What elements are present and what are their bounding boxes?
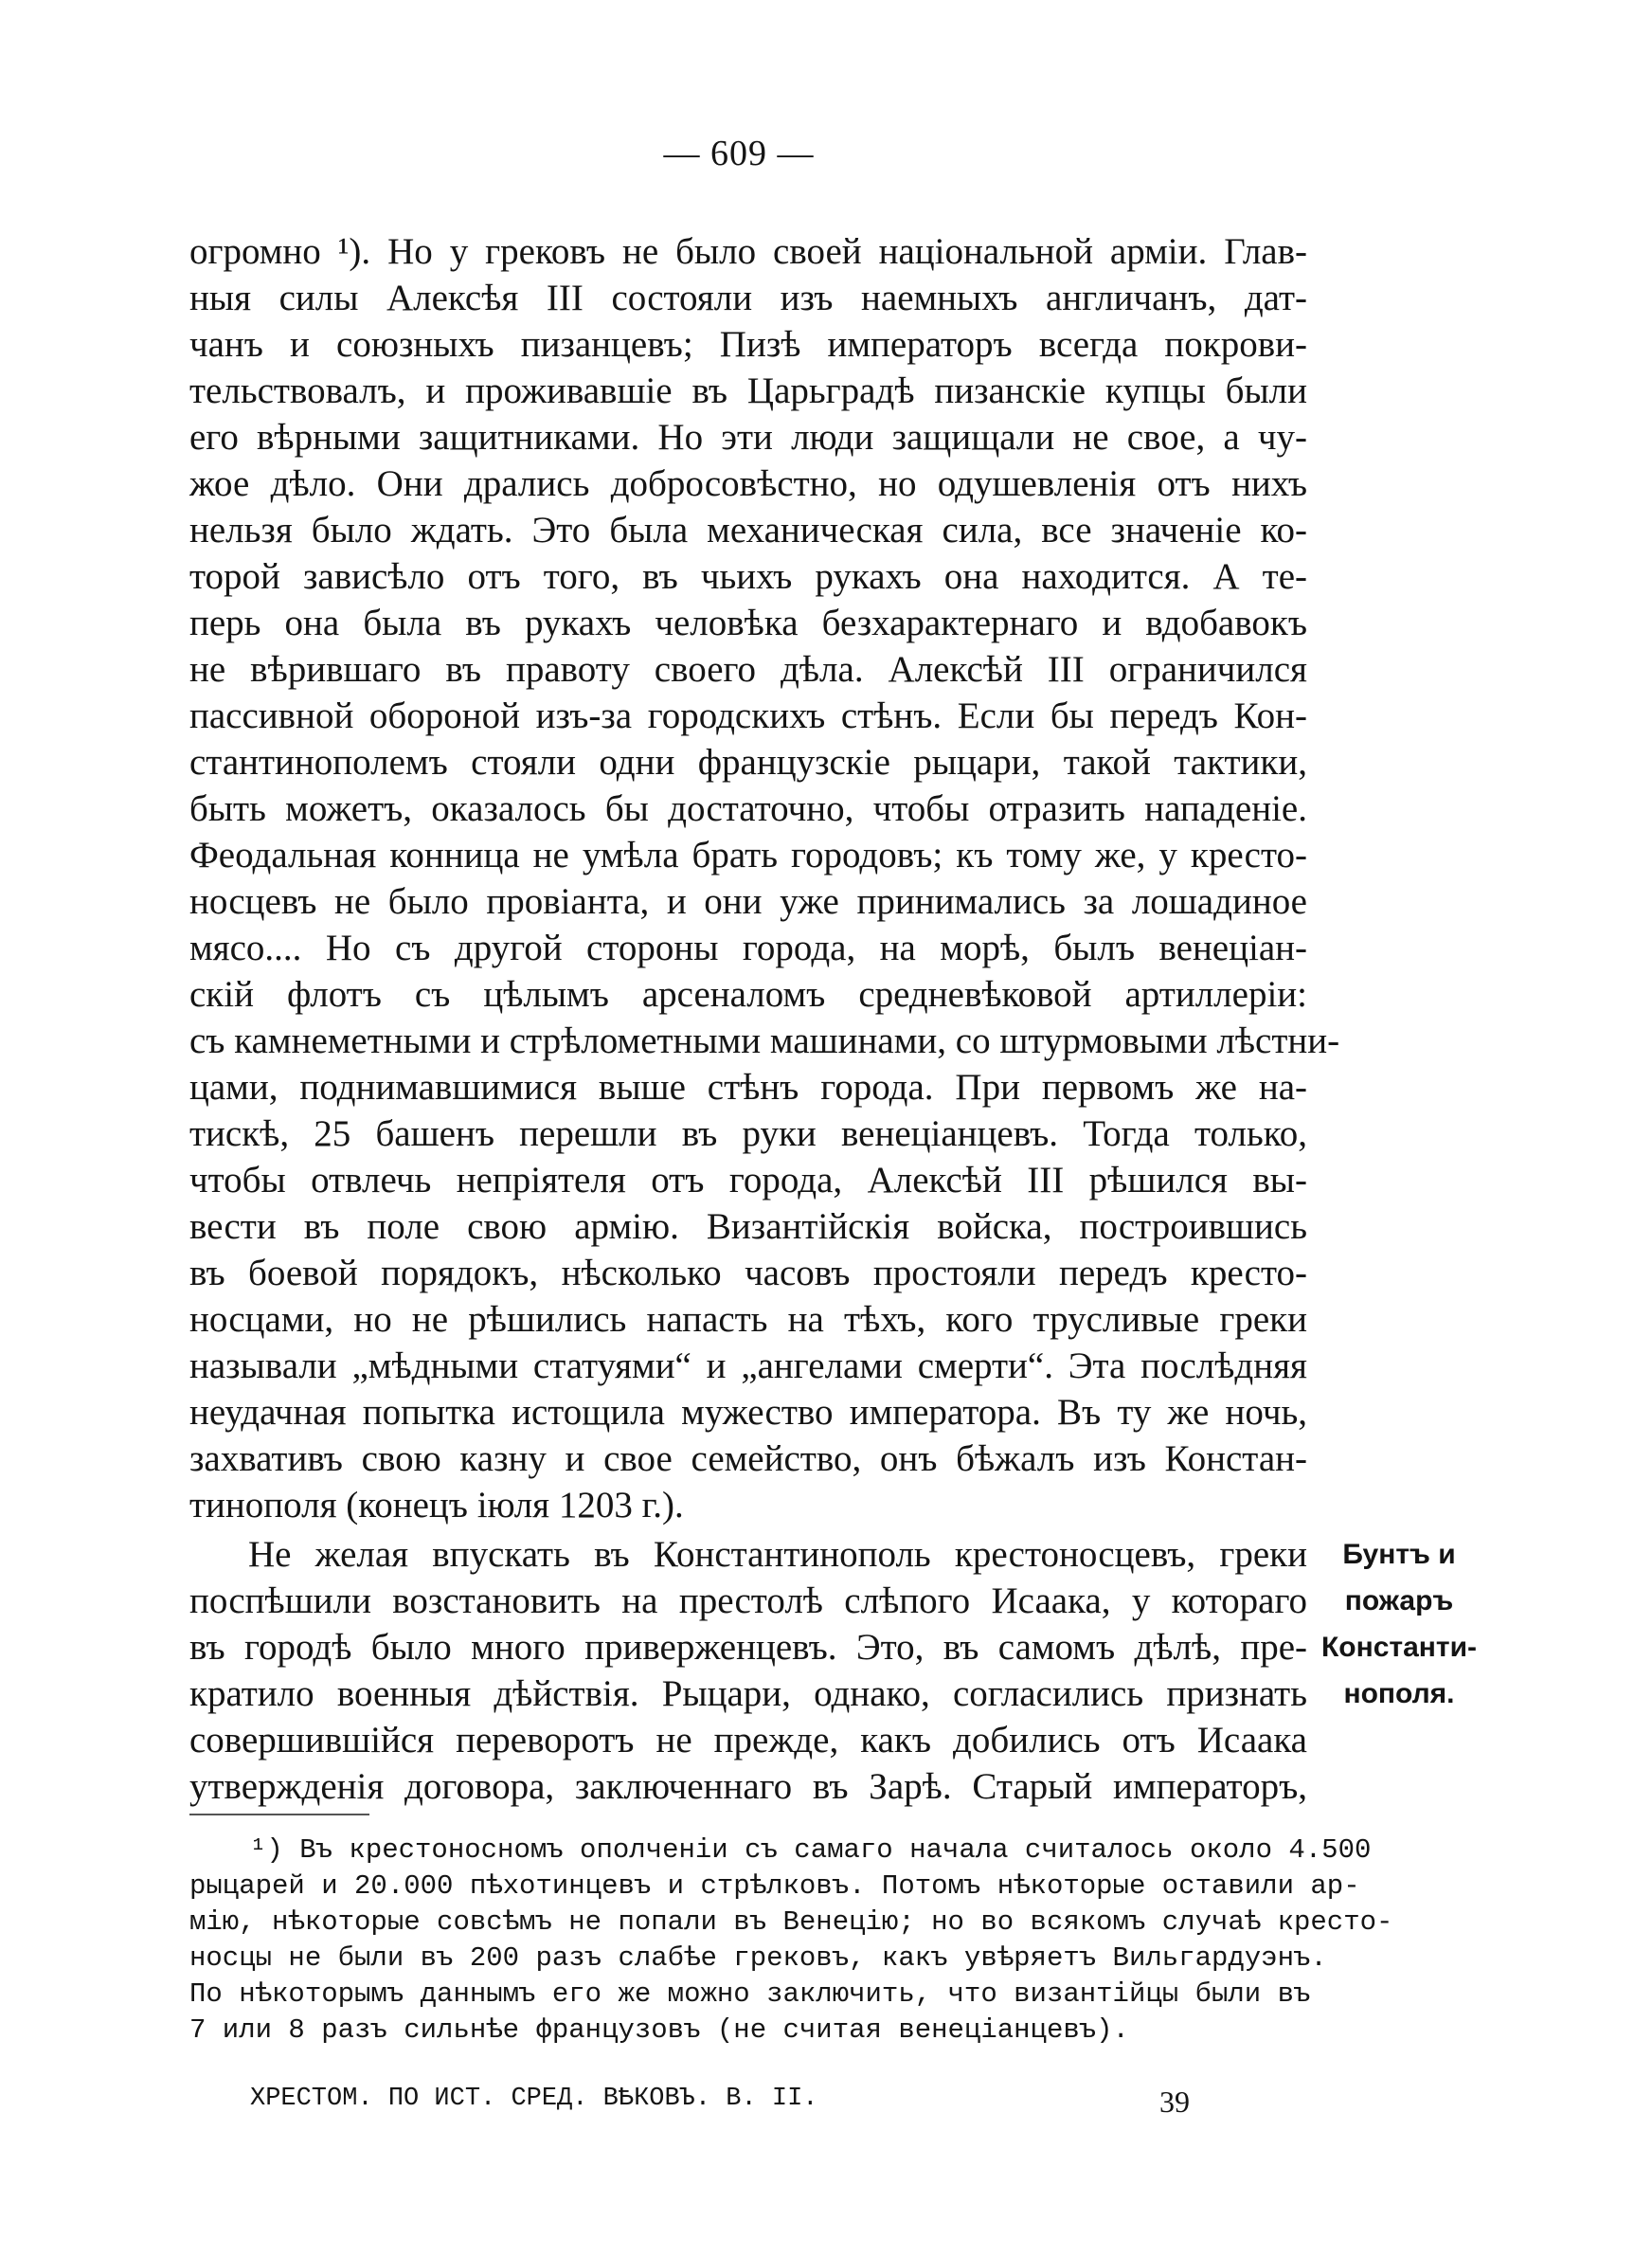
text-line: чтобы отвлечь непріятеля отъ города, Алексѣй III рѣшился вы- [189,1160,1307,1201]
text-line: носцами, но не рѣшились напасть на тѣхъ, кого трусливые греки [189,1299,1307,1340]
text-line: кратило военныя дѣйствія. Рыцари, однако, согласились признать [189,1673,1307,1714]
text-line: съ камнеметными и стрѣлометными машинами, со штурмовыми лѣстни- [189,1020,1340,1061]
text-line: вести въ поле свою армію. Византійскія войска, построившись [189,1206,1307,1247]
marginal-line: нополя. [1343,1678,1455,1709]
main-paragraph-2 [189,1531,1307,1810]
footnote-line: носцы не были въ 200 разъ слабѣе грековъ, какъ увѣряетъ Вильгардуэнъ. [189,1942,1327,1974]
page-number: — 609 — [663,134,815,173]
footnote-divider [189,1814,369,1815]
footnote-line: 7 или 8 разъ сильнѣе французовъ (не считая венеціанцевъ). [189,2014,1129,2046]
text-line: тинополя (конецъ іюля 1203 г.). [189,1485,684,1526]
text-line: нельзя было ждать. Это была механическая сила, все значеніе ко- [189,510,1307,551]
signature-mark: ХРЕСТОМ. ПО ИСТ. СРЕД. ВѢКОВЪ. В. II. [250,2085,818,2113]
text-line: его вѣрными защитниками. Но эти люди защищали не свое, а чу- [189,417,1307,458]
text-line: утвержденія договора, заключеннаго въ Зарѣ. Старый императоръ, [189,1766,1307,1807]
text-line: Феодальная конница не умѣла брать городовъ; къ тому же, у кресто- [189,835,1307,876]
text-line: цами, поднимавшимися выше стѣнъ города. При первомъ же на- [189,1067,1307,1108]
text-line: мясо.... Но съ другой стороны города, на морѣ, былъ венеціан- [189,928,1307,968]
footnote-line: мію, нѣкоторые совсѣмъ не попали въ Венецію; но во всякомъ случаѣ кресто- [189,1906,1393,1938]
text-line: тельствовалъ, и проживавшіе въ Царьградѣ пизанскіе купцы были [189,370,1307,411]
footnote-line: рыцарей и 20.000 пѣхотинцевъ и стрѣлковъ. Потомъ нѣкоторые оставили ар- [189,1870,1360,1902]
text-line: перь она была въ рукахъ человѣка безхарактернаго и вдобавокъ [189,603,1307,643]
text-line: въ городѣ было много приверженцевъ. Это, въ самомъ дѣлѣ, пре- [189,1627,1307,1668]
marginal-line: Константи- [1320,1632,1478,1663]
marginal-line: пожаръ [1344,1585,1454,1616]
marginal-line: Бунтъ и [1342,1539,1456,1570]
text-line: въ боевой порядокъ, нѣсколько часовъ простояли передъ кресто- [189,1253,1307,1293]
text-line: Не желая впускать въ Константинополь крестоносцевъ, греки [248,1534,1307,1575]
text-line: торой зависѣло отъ того, въ чьихъ рукахъ она находится. А те- [189,556,1307,597]
text-line: пассивной обороной изъ-за городскихъ стѣнъ. Если бы передъ Кон- [189,695,1307,736]
text-line: неудачная попытка истощила мужество императора. Въ ту же ночь, [189,1392,1307,1433]
sheet-number: 39 [1159,2085,1190,2119]
footnote-line: ¹) Въ крестоносномъ ополченіи съ самаго начала считалось около 4.500 [250,1834,1372,1866]
text-line: не вѣрившаго въ правоту своего дѣла. Алексѣй III ограничился [189,649,1307,690]
text-line: носцевъ не было провіанта, и они уже принимались за лошадиное [189,881,1307,922]
text-line: совершившійся переворотъ не прежде, какъ добились отъ Исаака [189,1720,1307,1760]
text-line: огромно ¹). Но у грековъ не было своей національной арміи. Глав- [189,231,1307,272]
text-line: тискѣ, 25 башенъ перешли въ руки венеціанцевъ. Тогда только, [189,1113,1307,1154]
text-line: стантинополемъ стояли одни французскіе рыцари, такой тактики, [189,742,1307,783]
text-line: чанъ и союзныхъ пизанцевъ; Пизѣ императоръ всегда покрови- [189,324,1307,365]
footnote [189,1833,1393,2049]
text-line: ныя силы Алексѣя III состояли изъ наемныхъ англичанъ, дат- [189,278,1307,318]
text-line: называли „мѣдными статуями“ и „ангелами смерти“. Эта послѣдняя [189,1345,1307,1386]
marginal-note [1319,1531,1480,1717]
main-paragraph-1 [189,228,1340,1528]
text-line: жое дѣло. Они дрались добросовѣстно, но одушевленія отъ нихъ [189,463,1307,504]
text-line: поспѣшили возстановить на престолѣ слѣпого Исаака, у котораго [189,1580,1307,1621]
text-line: скій флотъ съ цѣлымъ арсеналомъ средневѣковой артиллеріи: [189,974,1307,1015]
footnote-line: По нѣкоторымъ даннымъ его же можно заключить, что византійцы были въ [189,1978,1311,2010]
text-line: захвативъ свою казну и свое семейство, онъ бѣжалъ изъ Констан- [189,1438,1307,1479]
text-line: быть можетъ, оказалось бы достаточно, чтобы отразить нападеніе. [189,788,1307,829]
